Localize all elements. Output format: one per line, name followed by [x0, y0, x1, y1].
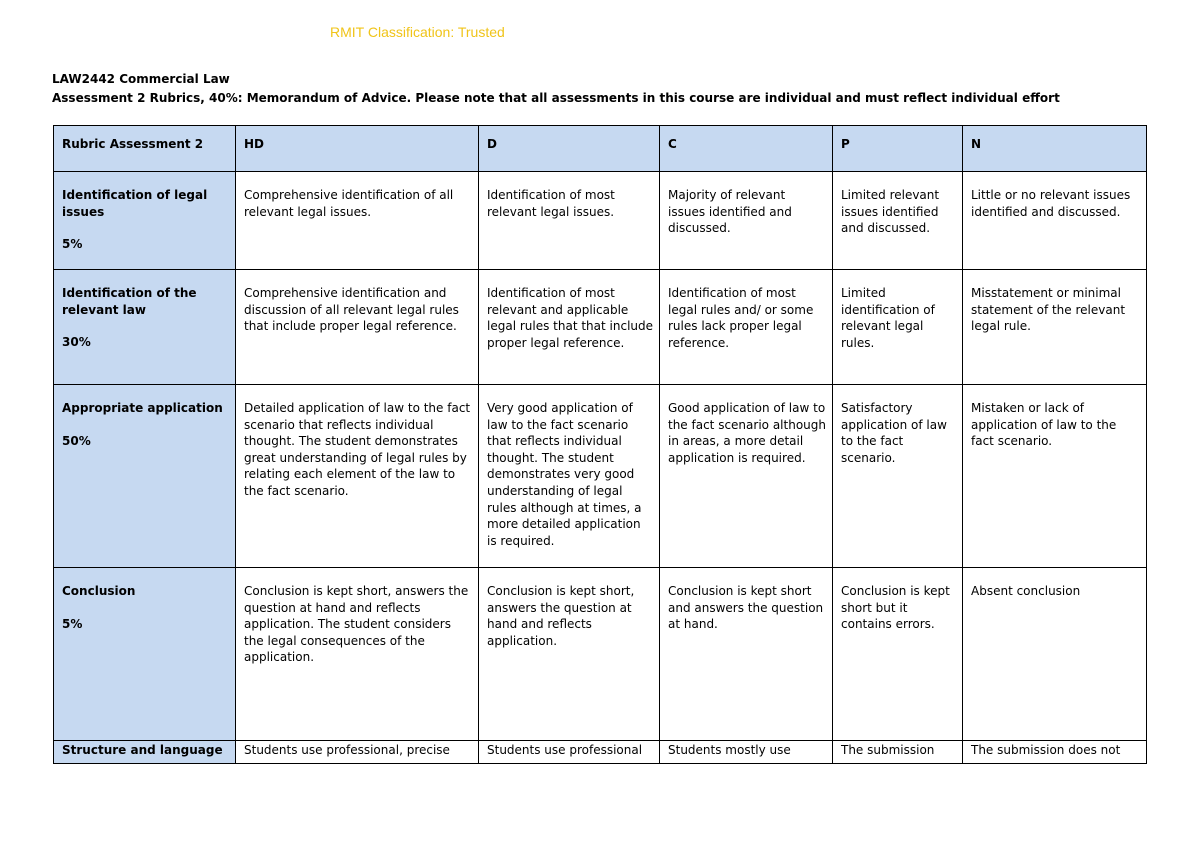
course-title: LAW2442 Commercial Law: [52, 72, 230, 86]
criterion-label: Identification of legal issues: [62, 188, 208, 219]
cell-d: Identification of most relevant legal issues.: [479, 172, 660, 270]
criterion-label: Appropriate application: [62, 401, 223, 415]
header-p: P: [833, 126, 963, 172]
cell-hd: Students use professional, precise: [236, 741, 479, 764]
cell-n: Little or no relevant issues identified and discussed.: [963, 172, 1147, 270]
criterion-cell: [54, 172, 236, 270]
table-row: [54, 568, 1147, 741]
cell-c: Good application of law to the fact scenario although in areas, a more detail application is required.: [660, 385, 833, 568]
cell-hd: Detailed application of law to the fact scenario that reflects individual thought. The student demonstrates great understanding of legal rules by relating each element of the law to the fact scenario.: [236, 385, 479, 568]
cell-hd: Conclusion is kept short, answers the question at hand and reflects application. The student considers the legal consequences of the application.: [236, 568, 479, 741]
header-c: C: [660, 126, 833, 172]
criterion-weight: 5%: [62, 237, 83, 252]
cell-n: The submission does not: [963, 741, 1147, 764]
table-row: [54, 741, 1147, 764]
criterion-label: Structure and language: [62, 743, 223, 757]
cell-c: Majority of relevant issues identified and discussed.: [660, 172, 833, 270]
table-row: [54, 172, 1147, 270]
header-criterion: Rubric Assessment 2: [54, 126, 236, 172]
criterion-label: Conclusion: [62, 584, 136, 598]
table-row: [54, 385, 1147, 568]
cell-d: Conclusion is kept short, answers the question at hand and reflects application.: [479, 568, 660, 741]
cell-n: Misstatement or minimal statement of the relevant legal rule.: [963, 270, 1147, 385]
cell-d: Students use professional: [479, 741, 660, 764]
cell-n: Absent conclusion: [963, 568, 1147, 741]
table-row: [54, 270, 1147, 385]
header-hd: HD: [236, 126, 479, 172]
criterion-cell: [54, 385, 236, 568]
criterion-weight: 30%: [62, 335, 91, 350]
criterion-label: Identification of the relevant law: [62, 286, 197, 317]
header-n: N: [963, 126, 1147, 172]
cell-p: Conclusion is kept short but it contains errors.: [833, 568, 963, 741]
cell-d: Identification of most relevant and applicable legal rules that that include proper legal reference.: [479, 270, 660, 385]
assessment-subtitle: Assessment 2 Rubrics, 40%: Memorandum of Advice. Please note that all assessments in this course are individual and must reflect individual effort: [52, 91, 1060, 105]
cell-n: Mistaken or lack of application of law to the fact scenario.: [963, 385, 1147, 568]
cell-p: Satisfactory application of law to the fact scenario.: [833, 385, 963, 568]
cell-d: Very good application of law to the fact scenario that reflects individual thought. The student demonstrates very good understanding of legal rules although at times, a more detailed application is required.: [479, 385, 660, 568]
criterion-weight: 5%: [62, 616, 83, 631]
cell-hd: Comprehensive identification of all relevant legal issues.: [236, 172, 479, 270]
criterion-weight: 50%: [62, 433, 91, 448]
cell-c: Identification of most legal rules and/ or some rules lack proper legal reference.: [660, 270, 833, 385]
criterion-cell: [54, 741, 236, 764]
rubric-table: [53, 125, 1147, 764]
criterion-cell: [54, 568, 236, 741]
cell-c: Students mostly use: [660, 741, 833, 764]
cell-p: Limited relevant issues identified and discussed.: [833, 172, 963, 270]
criterion-cell: [54, 270, 236, 385]
cell-c: Conclusion is kept short and answers the question at hand.: [660, 568, 833, 741]
header-row: [54, 126, 1147, 172]
classification-label: RMIT Classification: Trusted: [330, 24, 505, 40]
header-d: D: [479, 126, 660, 172]
cell-hd: Comprehensive identification and discussion of all relevant legal rules that include proper legal reference.: [236, 270, 479, 385]
cell-p: The submission: [833, 741, 963, 764]
cell-p: Limited identification of relevant legal rules.: [833, 270, 963, 385]
